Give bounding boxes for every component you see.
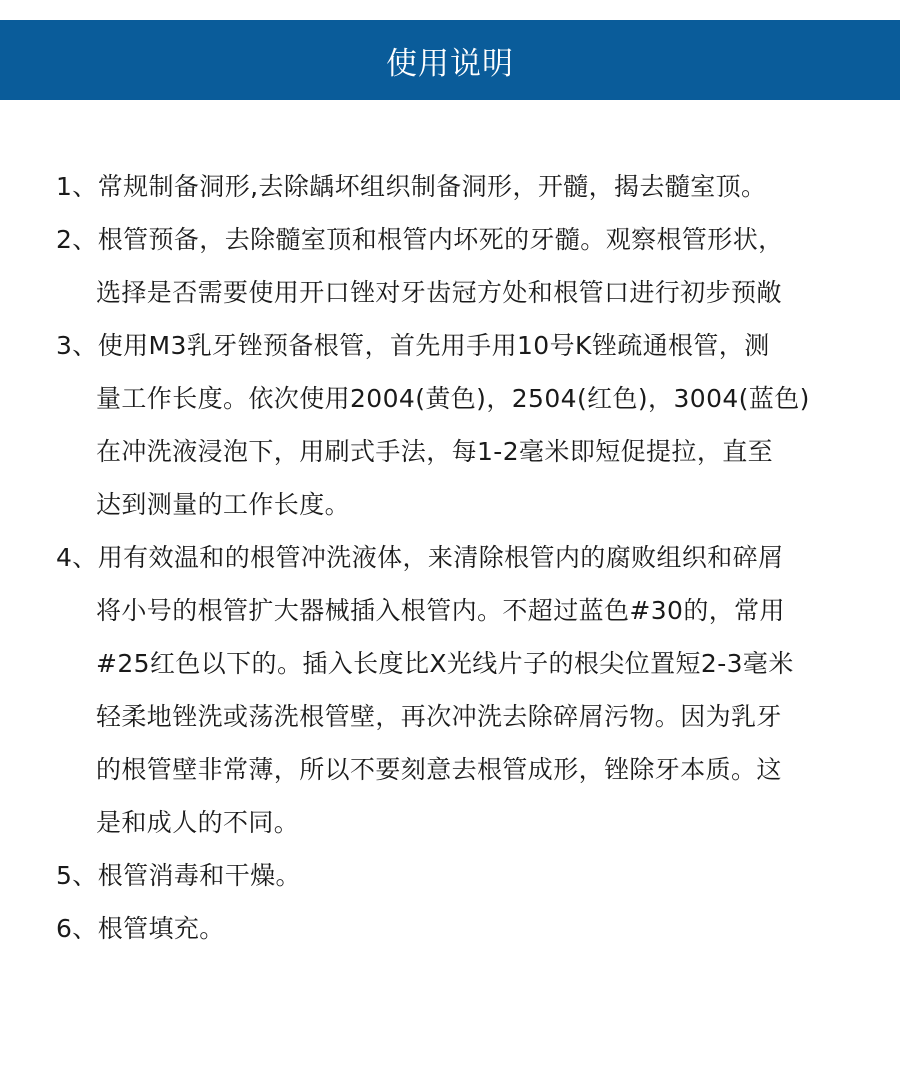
step-4-line: 4、用有效温和的根管冲洗液体，来清除根管内的腐败组织和碎屑 (56, 543, 784, 572)
step-6-line: 6、根管填充。 (56, 914, 225, 943)
step-3-continuation: 在冲洗液浸泡下，用刷式手法，每1-2毫米即短促提拉，直至 (96, 437, 774, 466)
page-title: 使用说明 (386, 45, 514, 82)
instructions-body (56, 160, 871, 955)
step-4-continuation: 是和成人的不同。 (96, 808, 300, 837)
step-3-continuation: 达到测量的工作长度。 (96, 490, 351, 519)
step-4-continuation: 的根管壁非常薄，所以不要刻意去根管成形，锉除牙本质。这 (96, 755, 782, 784)
step-3-continuation: 量工作长度。依次使用2004(黄色)，2504(红色)，3004(蓝色) (96, 384, 810, 413)
step-3-line: 3、使用M3乳牙锉预备根管，首先用手用10号K锉疏通根管，测 (56, 331, 770, 360)
step-4-continuation: 轻柔地锉洗或荡洗根管壁，再次冲洗去除碎屑污物。因为乳牙 (96, 702, 782, 731)
step-1-line: 1、常规制备洞形,去除龋坏组织制备洞形，开髓，揭去髓室顶。 (56, 172, 767, 201)
step-4-continuation: 将小号的根管扩大器械插入根管内。不超过蓝色#30的，常用 (96, 596, 785, 625)
step-2-line: 2、根管预备，去除髓室顶和根管内坏死的牙髓。观察根管形状， (56, 225, 784, 254)
step-5-line: 5、根管消毒和干燥。 (56, 861, 301, 890)
step-4-continuation: #25红色以下的。插入长度比X光线片子的根尖位置短2-3毫米 (96, 649, 794, 678)
step-2-continuation: 选择是否需要使用开口锉对牙齿冠方处和根管口进行初步预敞 (96, 278, 782, 307)
header-bar (0, 20, 900, 100)
top-spacer (0, 0, 900, 20)
